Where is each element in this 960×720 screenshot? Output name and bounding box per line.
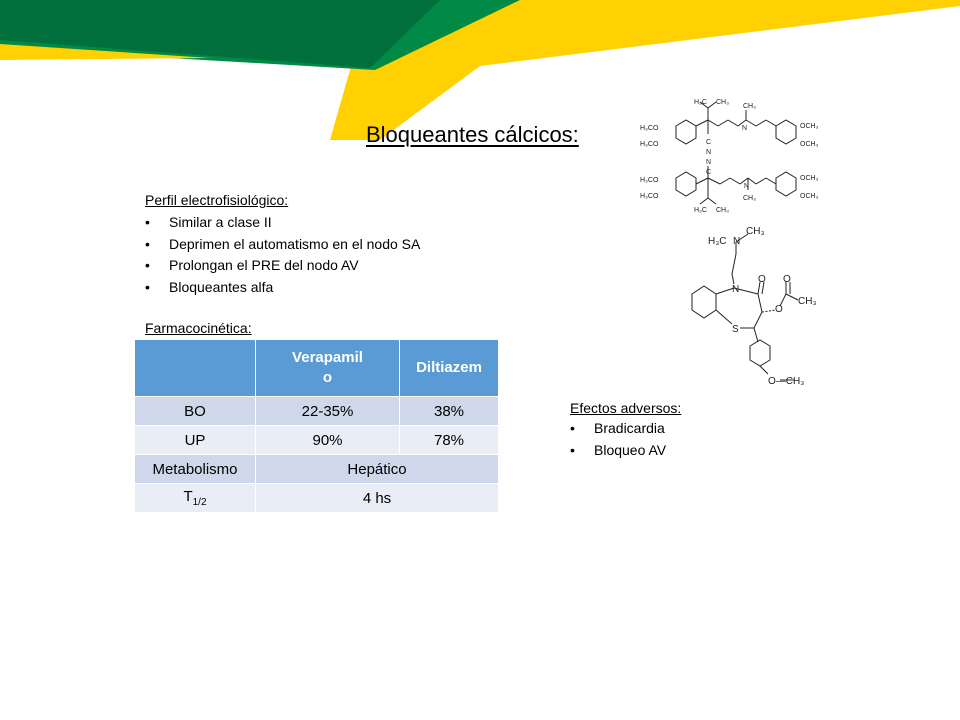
chem-label: H₃CO [640, 177, 659, 184]
header-cell-empty [135, 340, 256, 397]
chem-label: H₃CO [640, 193, 659, 200]
list-item-text: Bloqueo AV [594, 441, 667, 458]
bullet: • [145, 257, 150, 273]
bullet: • [145, 214, 150, 230]
bullet: • [570, 441, 575, 458]
chem-label: CH₃ [743, 103, 756, 110]
list-item-text: Bradicardia [594, 420, 665, 436]
chem-label: H₃C [694, 99, 707, 106]
row-label [135, 484, 256, 513]
adverse-effects-list [570, 418, 666, 461]
chem-label: H₃CO [640, 125, 659, 132]
chem-label: OCH₃ [800, 123, 819, 130]
row-label-subscript: 1/2 [192, 497, 207, 508]
chem-label: CH₃ [716, 99, 729, 106]
cell-shared: 4 hs [256, 484, 499, 513]
list-item [145, 212, 420, 234]
table-row [135, 484, 499, 513]
chem-label: OCH₃ [800, 141, 819, 148]
chem-label: H₃C [708, 236, 727, 247]
chem-label: CH₃ [743, 195, 756, 202]
list-item [570, 418, 666, 440]
slide-title: Bloqueantes cálcicos: [366, 122, 579, 147]
table-row [135, 397, 499, 426]
chemical-structures-figure [636, 98, 836, 398]
list-item [145, 277, 420, 299]
chem-label: C [706, 139, 712, 146]
list-item-text: Bloqueantes alfa [169, 278, 274, 295]
chem-label: N [733, 236, 741, 247]
adverse-effects-heading: Efectos adversos: [570, 400, 682, 416]
cell-shared: Hepático [256, 455, 499, 484]
chem-label: CH₃ [746, 226, 765, 237]
cell-diltiazem: 78% [400, 426, 499, 455]
cell-verapamilo: 22-35% [256, 397, 400, 426]
chem-label: N [706, 159, 712, 166]
bullet: • [145, 235, 150, 252]
row-label: Metabolismo [135, 455, 256, 484]
structure-verapamil-2 [676, 166, 796, 204]
pharmacokinetics-table [134, 339, 499, 513]
cell-diltiazem: 38% [400, 397, 499, 426]
chem-label: N [706, 149, 712, 156]
list-item-text: Similar a clase II [169, 214, 272, 230]
electrophysiology-list [145, 212, 420, 298]
chem-label: H₃C [694, 207, 707, 214]
chem-label: OCH₃ [800, 175, 819, 182]
table-row [135, 455, 499, 484]
chem-label: O—CH₃ [768, 376, 805, 387]
list-item [145, 234, 420, 256]
structure-verapamil-1 [676, 102, 796, 144]
chem-label: CH₃ [798, 296, 817, 307]
chem-label: N [732, 284, 740, 295]
chem-label: N [744, 183, 750, 190]
row-label-main: T [183, 488, 193, 505]
row-label: UP [135, 426, 256, 455]
list-item-text: Prolongan el PRE del nodo AV [169, 257, 359, 273]
list-item [570, 440, 666, 462]
pharmacokinetics-heading: Farmacocinética: [145, 320, 252, 336]
chem-label: N [742, 125, 748, 132]
electrophysiology-heading: Perfil electrofisiológico: [145, 192, 289, 208]
list-item-text: Deprimen el automatismo en el nodo SA [169, 235, 421, 252]
bullet: • [145, 278, 150, 295]
list-item [145, 255, 420, 277]
row-label: BO [135, 397, 256, 426]
chem-label: S [732, 324, 739, 335]
chem-label: O [775, 304, 783, 315]
table-header-row [135, 340, 499, 397]
cell-verapamilo: 90% [256, 426, 400, 455]
chem-label: C [706, 169, 712, 176]
chem-label: OCH₃ [800, 193, 819, 200]
bullet: • [570, 420, 575, 436]
chem-label: O [758, 274, 766, 285]
header-cell-verapamilo: Verapamil o [256, 340, 400, 397]
chem-label: H₃CO [640, 141, 659, 148]
header-cell-diltiazem: Diltiazem [400, 340, 499, 397]
chem-label: CH₃ [716, 207, 729, 214]
chem-label: O [783, 274, 791, 285]
table-row [135, 426, 499, 455]
